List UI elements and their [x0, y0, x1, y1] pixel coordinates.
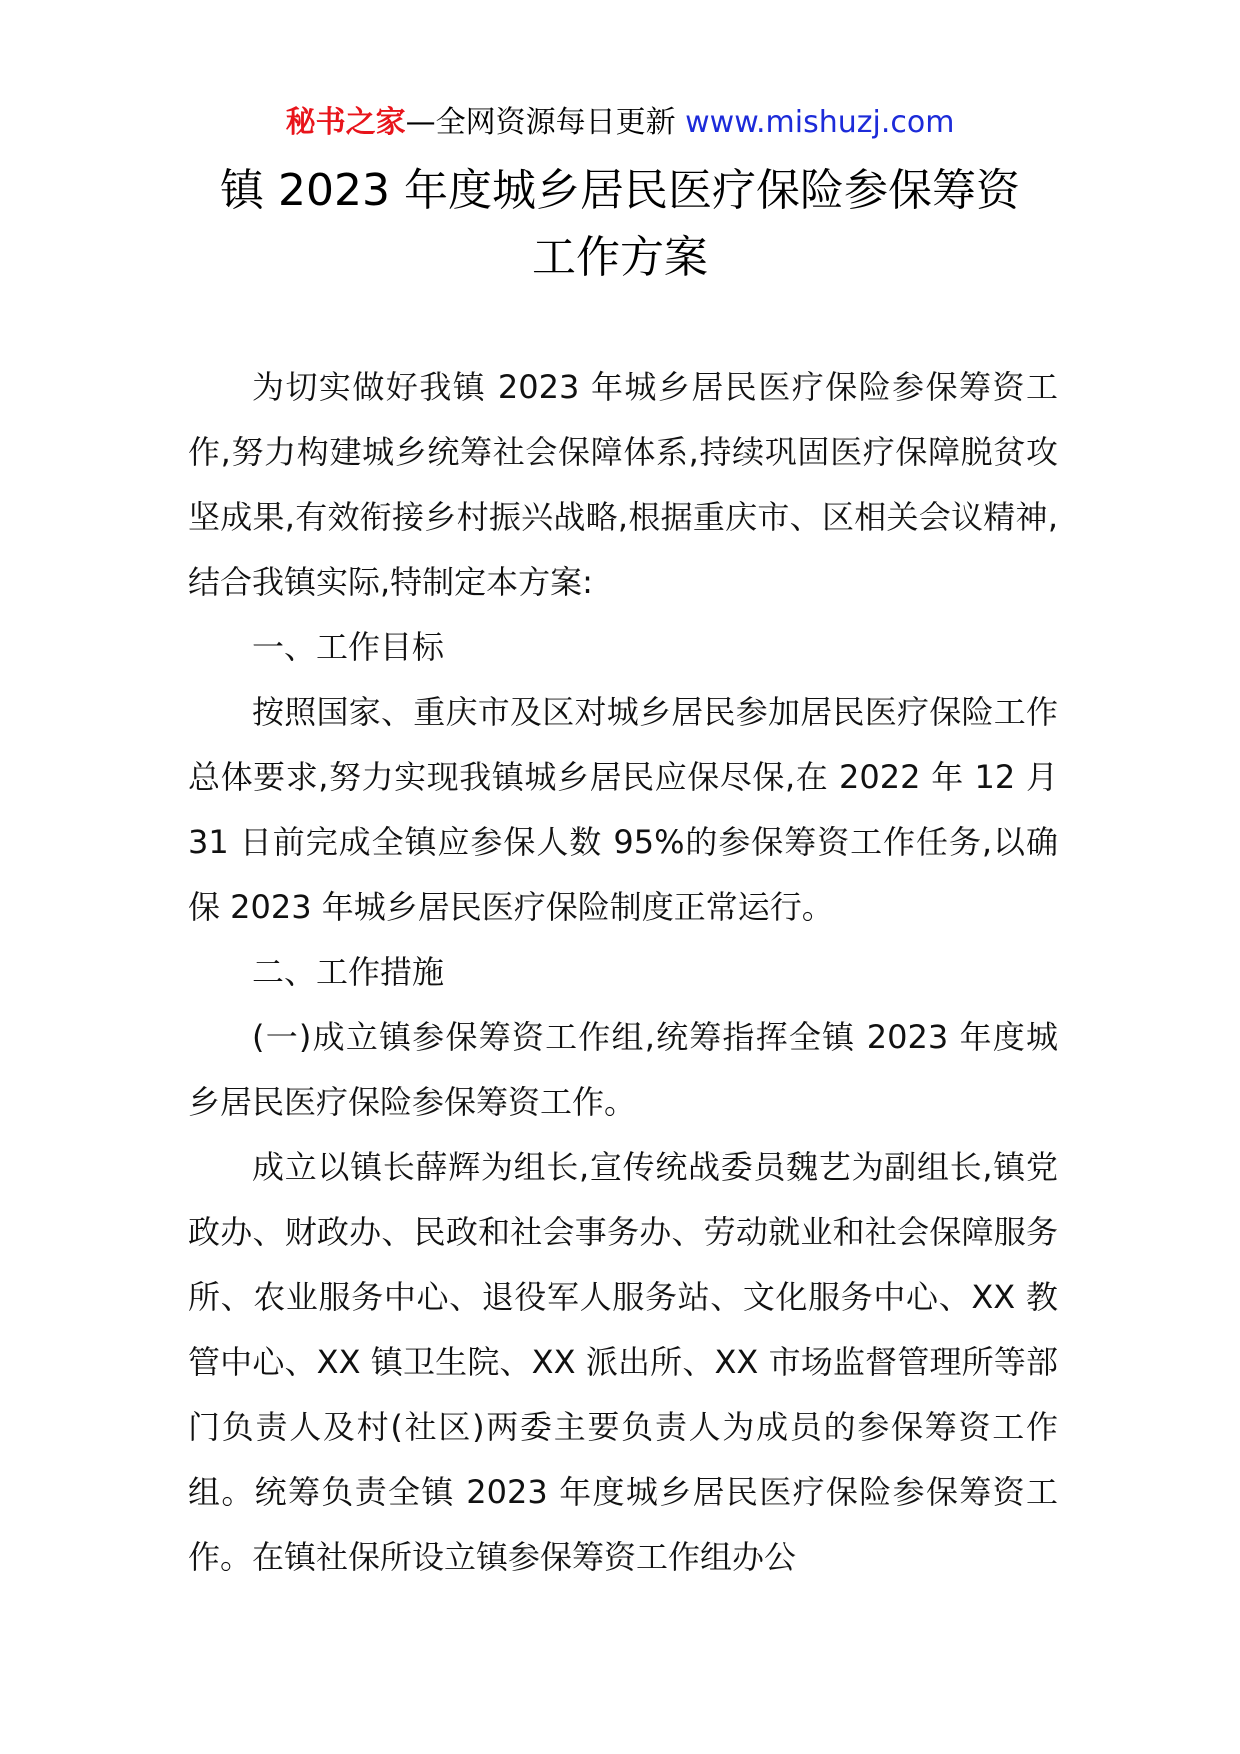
measure-1-heading: (一)成立镇参保筹资工作组,统筹指挥全镇 2023 年度城乡居民医疗保险参保筹资工作。 [188, 1018, 1058, 1121]
intro-paragraph: 为切实做好我镇 2023 年城乡居民医疗保险参保筹资工作,努力构建城乡统筹社会保障体系,持续巩固医疗保障脱贫攻坚成果,有效衔接乡村振兴战略,根据重庆市、区相关会议精神,结合我镇实际,特制定本方案: [188, 368, 1058, 601]
section-heading-measures: 二、工作措施 [252, 953, 445, 991]
measure-1-paragraph: 成立以镇长薛辉为组长,宣传统战委员魏艺为副组长,镇党政办、财政办、民政和社会事务办、劳动就业和社会保障服务所、农业服务中心、退役军人服务站、文化服务中心、XX 教管中心、XX 镇卫生院、XX 派出所、XX 市场监督管理所等部门负责人及村(社区)两委主要负责人为成员的参保筹资工作组。统筹负责全镇 2023 年度城乡居民医疗保险参保筹资工作。在镇社保所设立镇参保筹资工作组办公 [188, 1148, 1058, 1576]
document-body [188, 355, 1058, 1590]
site-banner [0, 100, 1240, 146]
document-title-line-1: 镇 2023 年度城乡居民医疗保险参保筹资 [220, 165, 1020, 216]
goals-paragraph: 按照国家、重庆市及区对城乡居民参加居民医疗保险工作总体要求,努力实现我镇城乡居民应保尽保,在 2022 年 12 月 31 日前完成全镇应参保人数 95%的参保筹资工作任务,以确保 2023 年城乡居民医疗保险制度正常运行。 [188, 693, 1058, 926]
brand-name: 秘书之家 [285, 105, 406, 140]
document-title-line-2: 工作方案 [532, 232, 708, 283]
site-url-link[interactable]: www.mishuzj.com [685, 105, 955, 140]
banner-slogan: —全网资源每日更新 [405, 105, 676, 140]
section-heading-goals: 一、工作目标 [252, 628, 445, 666]
